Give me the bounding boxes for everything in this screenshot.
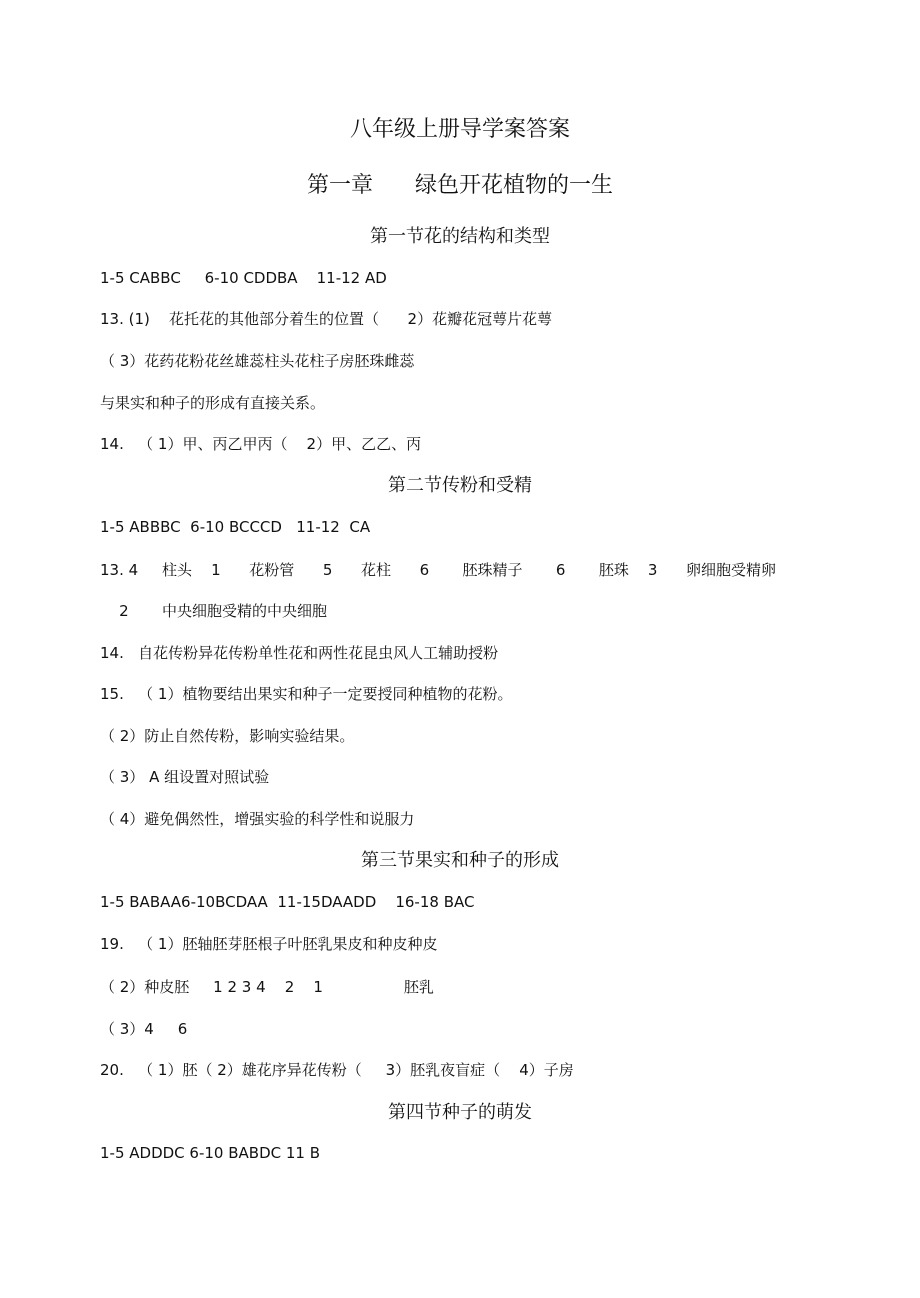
answer-line: 2 中央细胞受精的中央细胞: [100, 602, 327, 620]
section-heading: 第一节花的结构和类型: [370, 226, 550, 247]
answer-line: 1-5 ABBBC 6-10 BCCCD 11-12 CA: [100, 518, 371, 536]
answer-line: 13. (1) 花托花的其他部分着生的位置（ 2）花瓣花冠萼片花萼: [100, 310, 553, 328]
chapter-title: 第一章 绿色开花植物的一生: [307, 173, 613, 198]
section-heading: 第三节果实和种子的形成: [361, 850, 559, 871]
document-title: 八年级上册导学案答案: [349, 117, 570, 142]
answer-line: 19. （ 1）胚轴胚芽胚根子叶胚乳果皮和种皮种皮: [100, 935, 438, 953]
answer-line: 14. （ 1）甲、丙乙甲丙（ 2）甲、乙乙、丙: [100, 435, 422, 453]
answer-line: （ 3）4 6: [100, 1020, 188, 1038]
answer-line: （ 2）防止自然传粉，影响实验结果。: [100, 727, 355, 745]
answer-line: 1-5 BABAA6-10BCDAA 11-15DAADD 16-18 BAC: [100, 893, 475, 911]
answer-line: 20. （ 1）胚（ 2）雄花序异花传粉（ 3）胚乳夜盲症（ 4）子房: [100, 1061, 574, 1079]
answer-line: 1-5 ADDDC 6-10 BABDC 11 B: [100, 1144, 321, 1162]
answer-line: （ 3） A 组设置对照试验: [100, 768, 270, 786]
answer-line: （ 4）避免偶然性，增强实验的科学性和说服力: [100, 810, 415, 828]
answer-line: 13. 4 柱头 1 花粉管 5 花柱 6 胚珠精子 6 胚珠 3 卵细胞受精卵: [100, 561, 777, 579]
answer-line: 14. 自花传粉异花传粉单性花和两性花昆虫风人工辅助授粉: [100, 644, 499, 662]
answer-line: 1-5 CABBC 6-10 CDDBA 11-12 AD: [100, 269, 387, 287]
section-heading: 第二节传粉和受精: [388, 475, 532, 496]
answer-line: （ 2）种皮胚 1 2 3 4 2 1 胚乳: [100, 978, 434, 996]
answer-line: 15. （ 1）植物要结出果实和种子一定要授同种植物的花粉。: [100, 685, 513, 703]
answer-line: （ 3）花药花粉花丝雄蕊柱头花柱子房胚珠雌蕊: [100, 352, 415, 370]
answer-line: 与果实和种子的形成有直接关系。: [100, 394, 326, 412]
section-heading: 第四节种子的萌发: [388, 1102, 532, 1123]
